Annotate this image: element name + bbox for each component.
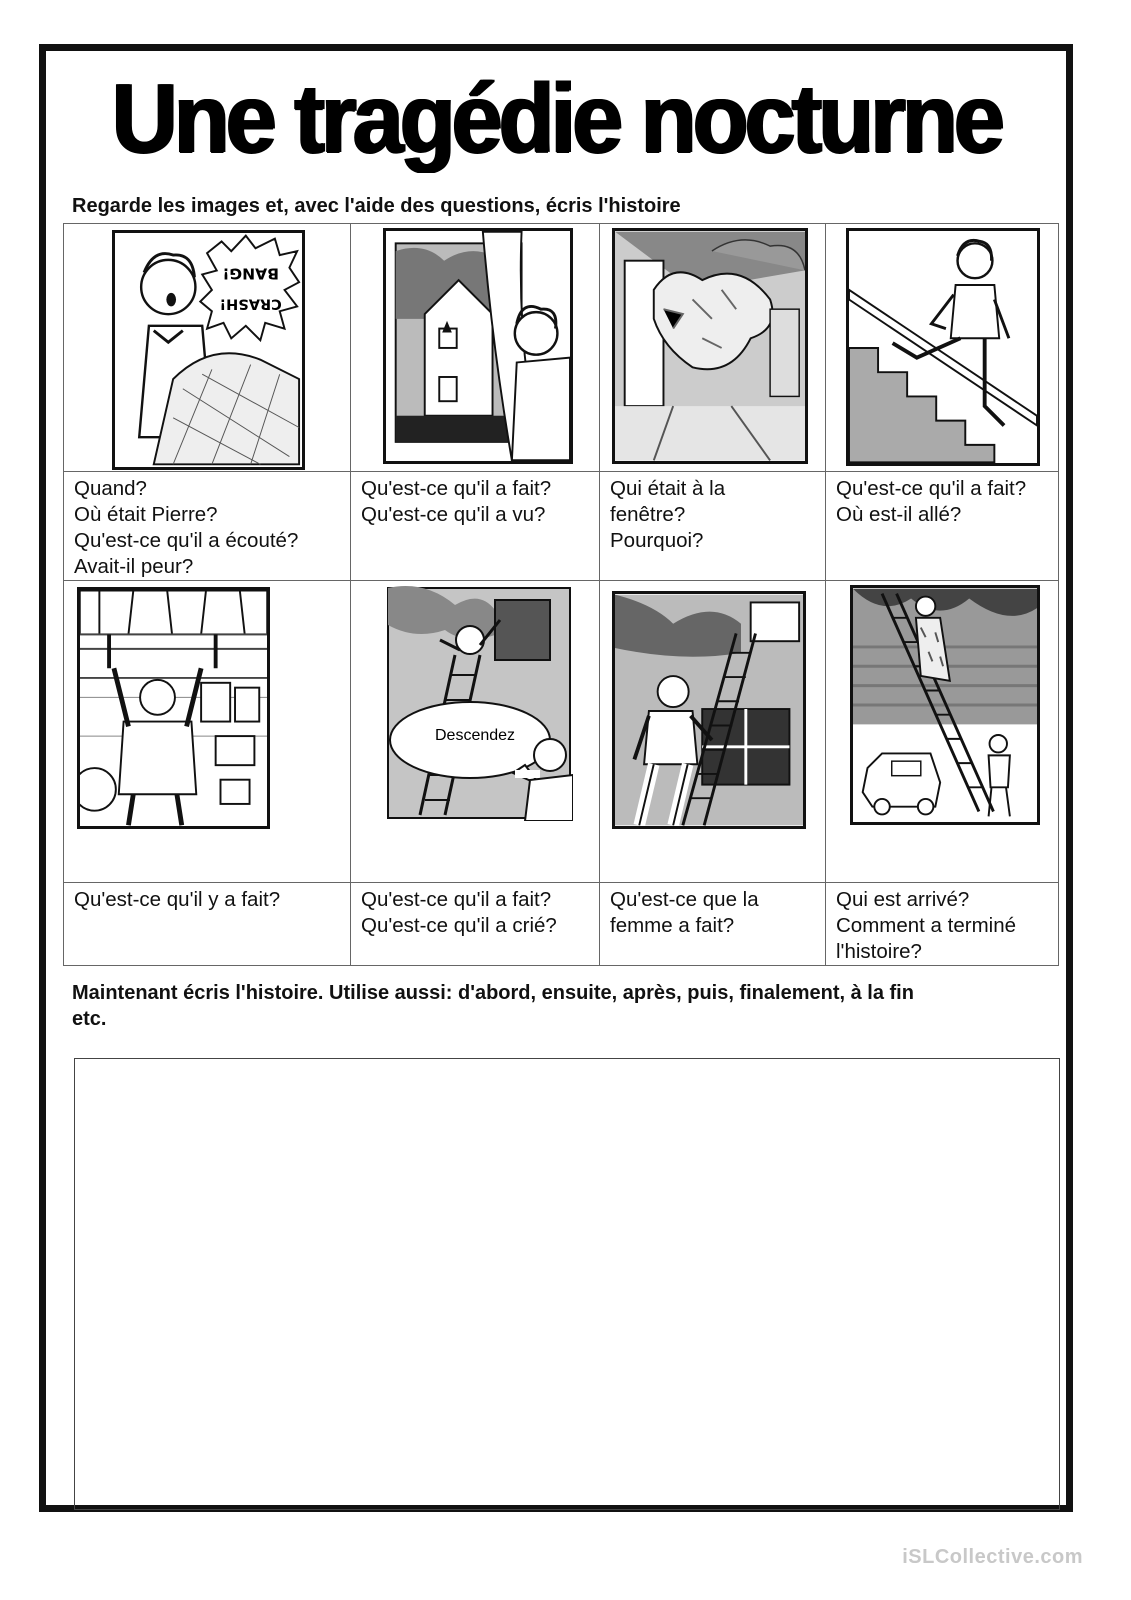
boy-in-shed-illustration [80,590,267,826]
fire-truck-rescue-illustration [853,588,1037,822]
boy-at-window-illustration [386,231,570,461]
comic-panel-6 [385,585,573,821]
comic-panel-7 [612,591,806,829]
questions-5: Qu'est-ce qu'il y a fait? [64,883,351,966]
comic-panel-2 [383,228,573,464]
man-climbing-ladder-illustration [615,594,803,826]
comic-panel-5 [77,587,270,829]
sfx-bang: BANG! [222,264,279,283]
questions-7: Qu'est-ce que la femme a fait? [600,883,826,966]
comic-panel-3 [612,228,808,464]
questions-2: Qu'est-ce qu'il a fait? Qu'est-ce qu'il a vu? [351,472,600,581]
picture-cell-4 [826,224,1059,472]
boy-on-stairs-illustration [849,231,1037,463]
picture-cell-6 [351,581,600,883]
picture-cell-3 [600,224,826,472]
worksheet-frame [39,44,1073,1512]
questions-4: Qu'est-ce qu'il a fait? Où est-il allé? [826,472,1059,581]
comic-panel-4 [846,228,1040,466]
page-title: Une tragédie nocturne [111,63,1001,173]
boy-in-bed-illustration [115,233,302,467]
woman-at-window-illustration [615,231,805,461]
picture-cell-1 [64,224,351,472]
sfx-crash: CRASH! [219,295,282,312]
instruction-top: Regarde les images et, avec l'aide des questions, écris l'histoire [72,195,681,217]
speech-bubble-text: Descendez [435,727,516,744]
instruction-bottom: Maintenant écris l'histoire. Utilise aussi: d'abord, ensuite, après, puis, finalement, à la fin etc. [72,982,914,1030]
picture-cell-2 [351,224,600,472]
comic-panel-8 [850,585,1040,825]
writing-area[interactable] [74,1058,1060,1510]
comic-panel-1 [112,230,305,470]
picture-cell-5 [64,581,351,883]
questions-6: Qu'est-ce qu'il a fait? Qu'est-ce qu'il a crié? [351,883,600,966]
picture-cell-7 [600,581,826,883]
story-grid [63,223,1059,966]
questions-3: Qui était à la fenêtre? Pourquoi? [600,472,826,581]
watermark: iSLCollective.com [902,1546,1083,1568]
picture-cell-8 [826,581,1059,883]
questions-8: Qui est arrivé? Comment a terminé l'histoire? [826,883,1059,966]
ladder-rescue-illustration [385,585,573,821]
questions-1: Quand? Où était Pierre? Qu'est-ce qu'il a écouté? Avait-il peur? [64,472,351,581]
